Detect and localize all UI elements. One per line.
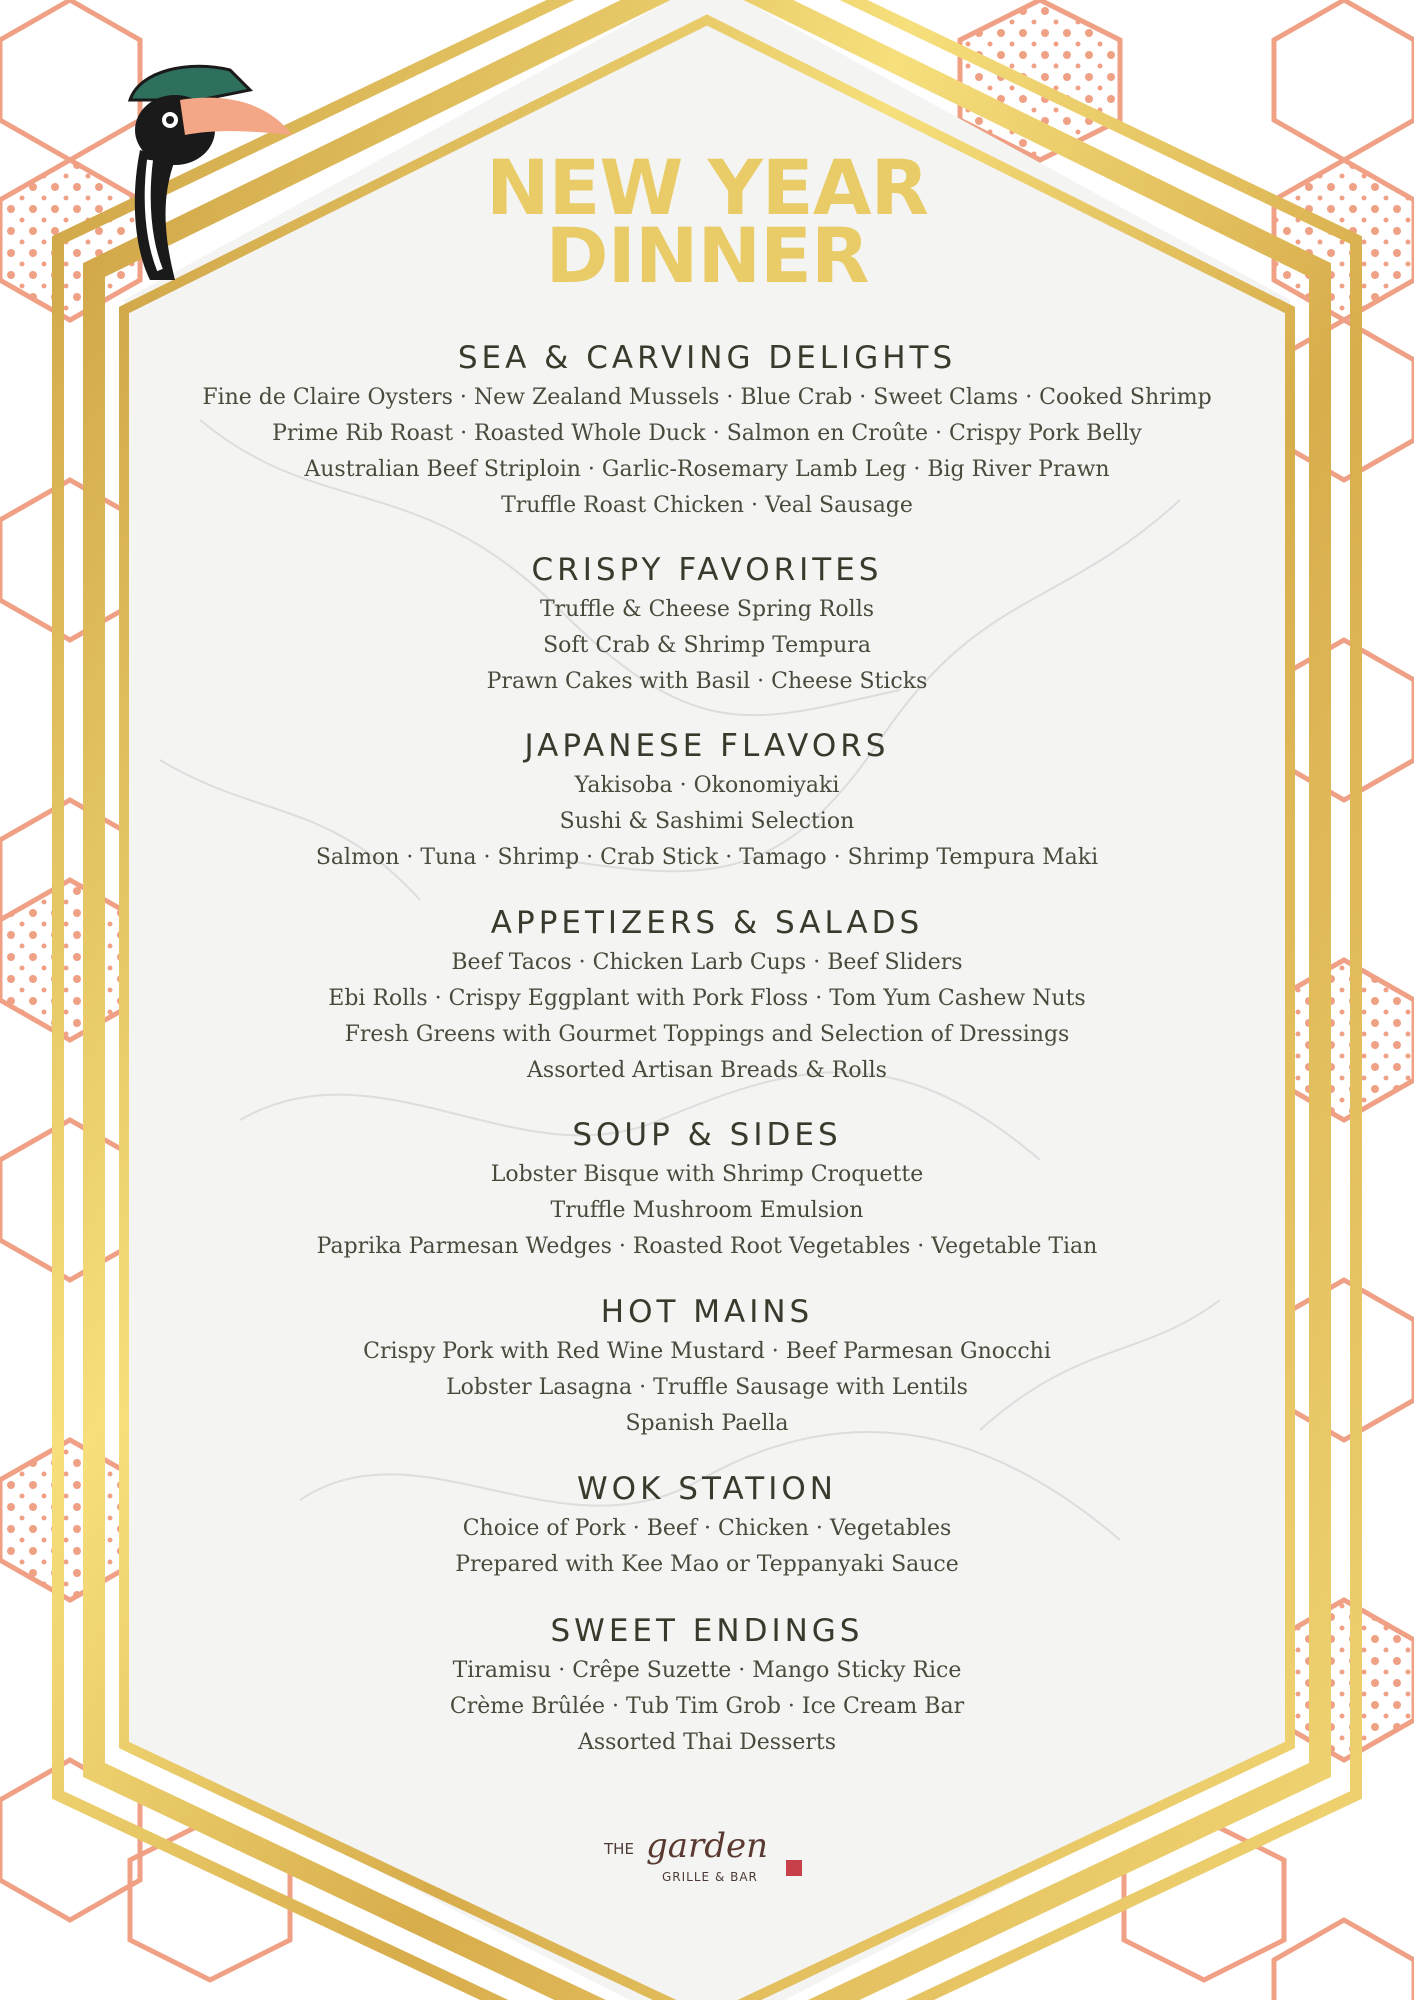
- menu-line: Truffle & Cheese Spring Rolls: [539, 597, 875, 622]
- menu-line: Truffle Roast Chicken · Veal Sausage: [501, 493, 913, 518]
- menu-line: Fresh Greens with Gourmet Toppings and Selection of Dressings: [344, 1022, 1070, 1047]
- section-hot-mains: [120, 1290, 1294, 1442]
- logo-mark-icon: [786, 1860, 802, 1876]
- section-sweet-endings: [120, 1609, 1294, 1761]
- menu-line: Truffle Mushroom Emulsion: [550, 1198, 864, 1223]
- logo-sub-text: GRILLE & BAR: [662, 1870, 758, 1884]
- section-wok-station: [120, 1467, 1294, 1583]
- section-heading: APPETIZERS & SALADS: [490, 905, 924, 941]
- garden-grille-logo: [604, 1826, 814, 1890]
- section-sea-carving: [120, 336, 1294, 524]
- section-heading: WOK STATION: [577, 1471, 837, 1507]
- menu-line: Fine de Claire Oysters · New Zealand Mussels · Blue Crab · Sweet Clams · Cooked Shrimp: [202, 385, 1212, 410]
- menu-line: Yakisoba · Okonomiyaki: [574, 773, 840, 798]
- menu-title-line-1: NEW YEAR: [485, 143, 929, 232]
- section-crispy-favorites: [120, 548, 1294, 700]
- menu-line: Beef Tacos · Chicken Larb Cups · Beef Sliders: [451, 950, 963, 975]
- menu-line: Choice of Pork · Beef · Chicken · Vegetables: [462, 1516, 952, 1541]
- menu-line: Lobster Bisque with Shrimp Croquette: [490, 1162, 924, 1187]
- section-heading: JAPANESE FLAVORS: [524, 728, 890, 764]
- menu-line: Salmon · Tuna · Shrimp · Crab Stick · Tamago · Shrimp Tempura Maki: [315, 845, 1099, 870]
- section-heading: SWEET ENDINGS: [550, 1613, 864, 1649]
- menu-line: Paprika Parmesan Wedges · Roasted Root Vegetables · Vegetable Tian: [316, 1234, 1098, 1259]
- menu-line: Assorted Thai Desserts: [577, 1730, 837, 1755]
- menu-line: Crispy Pork with Red Wine Mustard · Beef Parmesan Gnocchi: [363, 1339, 1051, 1364]
- section-heading: HOT MAINS: [600, 1294, 814, 1330]
- menu-title-line-2: DINNER: [545, 211, 869, 300]
- menu-line: Soft Crab & Shrimp Tempura: [543, 633, 871, 658]
- menu-line: Tiramisu · Crêpe Suzette · Mango Sticky Rice: [452, 1658, 962, 1683]
- menu-line: Australian Beef Striploin · Garlic-Rosemary Lamb Leg · Big River Prawn: [304, 457, 1110, 482]
- section-heading: SOUP & SIDES: [572, 1117, 842, 1153]
- menu-line: Prime Rib Roast · Roasted Whole Duck · Salmon en Croûte · Crispy Pork Belly: [272, 421, 1142, 446]
- menu-line: Assorted Artisan Breads & Rolls: [527, 1058, 887, 1083]
- logo-name-text: garden: [646, 1826, 769, 1866]
- menu-line: Prepared with Kee Mao or Teppanyaki Sauce: [455, 1552, 959, 1577]
- menu-line: Prawn Cakes with Basil · Cheese Sticks: [486, 669, 928, 694]
- menu-line: Ebi Rolls · Crispy Eggplant with Pork Floss · Tom Yum Cashew Nuts: [328, 986, 1086, 1011]
- menu-line: Crème Brûlée · Tub Tim Grob · Ice Cream Bar: [449, 1694, 965, 1719]
- section-japanese-flavors: [120, 724, 1294, 876]
- menu-line: Spanish Paella: [625, 1411, 789, 1436]
- logo-the-text: THE: [604, 1840, 634, 1858]
- menu-line: Lobster Lasagna · Truffle Sausage with Lentils: [446, 1375, 968, 1400]
- menu-line: Sushi & Sashimi Selection: [559, 809, 855, 834]
- section-heading: SEA & CARVING DELIGHTS: [457, 340, 957, 376]
- section-appetizers-salads: [120, 901, 1294, 1089]
- section-soup-sides: [120, 1113, 1294, 1265]
- section-heading: CRISPY FAVORITES: [531, 552, 883, 588]
